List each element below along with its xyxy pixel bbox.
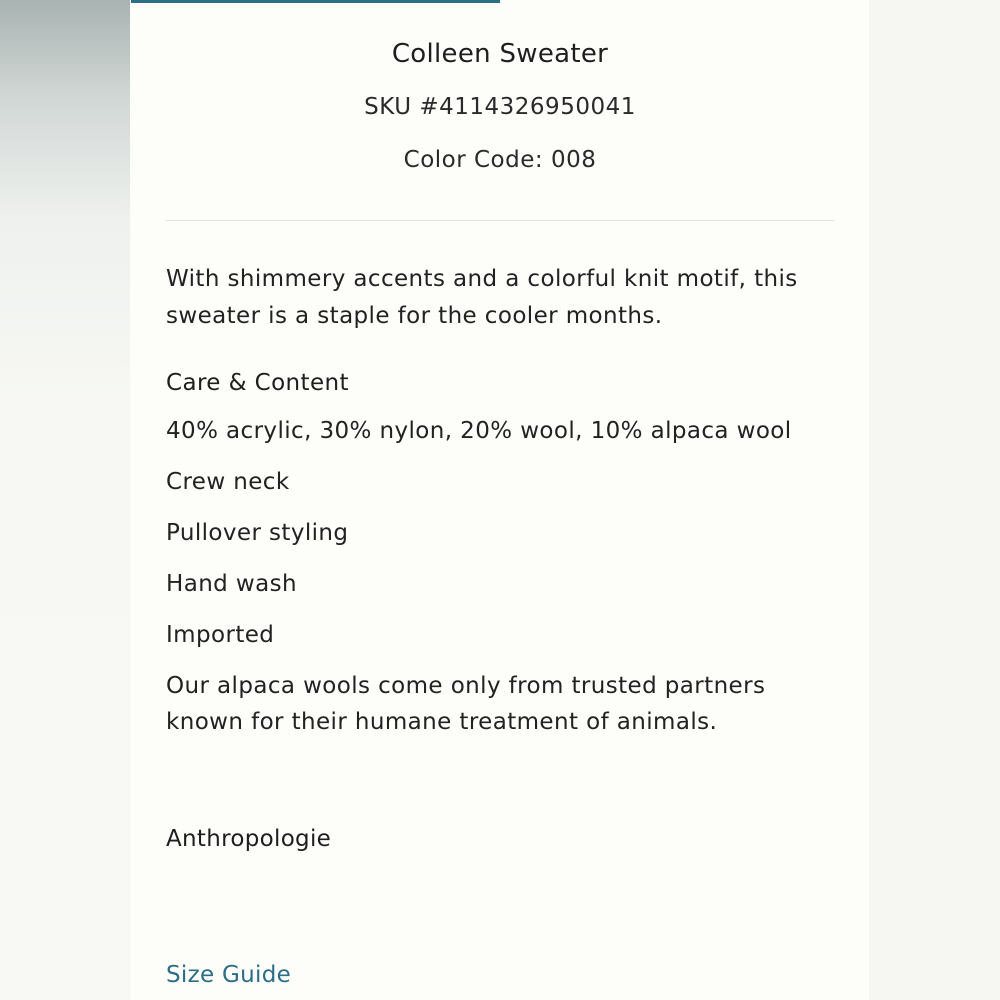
active-tab-indicator — [131, 0, 500, 3]
background-right — [868, 0, 1000, 1000]
care-content-list — [166, 413, 826, 740]
product-sku: SKU #4114326950041 — [364, 94, 636, 120]
list-item: Pullover styling — [166, 520, 349, 546]
list-item: 40% acrylic, 30% nylon, 20% wool, 10% alpaca wool — [166, 418, 792, 444]
product-color-code: Color Code: 008 — [403, 147, 597, 173]
product-description: With shimmery accents and a colorful knit motif, this sweater is a staple for the cooler months. — [166, 266, 798, 329]
list-item: Hand wash — [166, 571, 297, 597]
size-guide-link[interactable]: Size Guide — [166, 962, 292, 988]
list-item: Crew neck — [166, 469, 290, 495]
brand-name: Anthropologie — [166, 826, 332, 852]
background-left — [0, 0, 130, 1000]
product-details — [166, 261, 826, 755]
list-item: Imported — [166, 622, 275, 648]
product-title: Colleen Sweater — [391, 39, 609, 69]
list-item: Our alpaca wools come only from trusted partners known for their humane treatment of animals. — [166, 673, 766, 735]
divider — [166, 220, 834, 221]
care-content-heading: Care & Content — [166, 370, 349, 396]
